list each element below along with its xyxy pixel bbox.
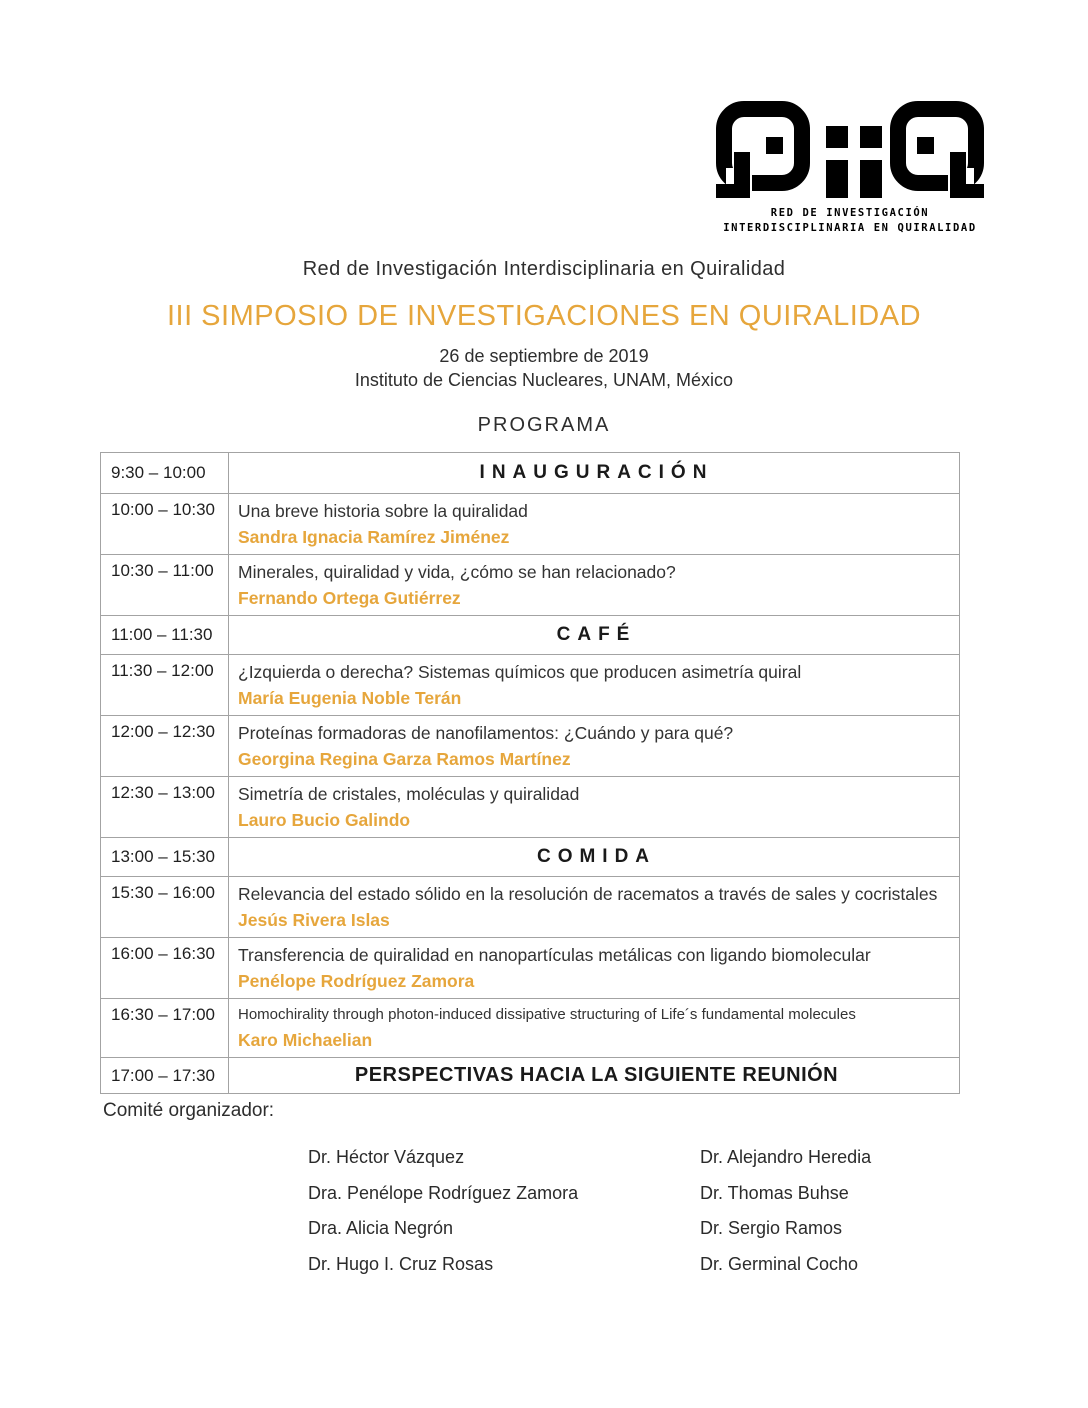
talk-title: Homochirality through photon-induced dissipative structuring of Life´s fundamental molecules [238,1006,856,1023]
committee-member: Dr. Alejandro Heredia [700,1147,872,1167]
talk-speaker: Karo Michaelian [238,1030,373,1050]
talk-speaker: Georgina Regina Garza Ramos Martínez [238,749,571,769]
time-cell: 9:30 – 10:00 [101,453,229,493]
session-label: CAFÉ [556,624,637,645]
committee-member: Dr. Hugo I. Cruz Rosas [308,1253,494,1274]
schedule-row-talk [101,999,959,1058]
page-title: III SIMPOSIO DE INVESTIGACIONES EN QUIRALIDAD [166,300,922,332]
time-cell: 10:30 – 11:00 [101,555,229,615]
time-cell: 15:30 – 16:00 [101,877,229,937]
network-name: Red de Investigación Interdisciplinaria en Quiralidad [302,258,786,280]
talk-title: Una breve historia sobre la quiralidad [238,501,528,521]
time-cell: 13:00 – 15:30 [101,838,229,876]
time-cell: 17:00 – 17:30 [101,1058,229,1093]
schedule-row-talk [101,555,959,616]
schedule-row-talk [101,877,959,938]
time-cell: 12:30 – 13:00 [101,777,229,837]
talk-speaker: Sandra Ignacia Ramírez Jiménez [238,527,510,547]
logo-block [712,100,988,236]
committee-heading: Comité organizador: [103,1100,275,1121]
time-cell: 12:00 – 12:30 [101,716,229,776]
time-cell: 16:00 – 16:30 [101,938,229,998]
schedule-row-talk [101,494,959,555]
committee-member: Dra. Alicia Negrón [308,1218,454,1238]
logo-caption-line1: RED DE INVESTIGACIÓN [770,207,930,219]
talk-speaker: Penélope Rodríguez Zamora [238,971,475,991]
event-venue: Instituto de Ciencias Nucleares, UNAM, México [354,370,734,390]
talk-title: ¿Izquierda o derecha? Sistemas químicos que producen asimetría quiral [238,662,802,682]
talk-speaker: María Eugenia Noble Terán [238,688,462,708]
schedule-table [100,452,960,1094]
logo-caption-line2: INTERDISCIPLINARIA EN QUIRALIDAD [723,222,977,234]
talk-title: Minerales, quiralidad y vida, ¿cómo se han relacionado? [238,562,676,582]
schedule-row-talk [101,777,959,838]
riiq-chirality-logo-icon [714,100,986,202]
schedule-row-cafe [101,616,959,655]
committee-member: Dr. Sergio Ramos [700,1218,843,1238]
time-cell: 11:30 – 12:00 [101,655,229,715]
committee-column-left [308,1140,700,1282]
schedule-row-talk [101,716,959,777]
schedule-row-comida [101,838,959,877]
logo-caption [712,206,988,236]
talk-speaker: Fernando Ortega Gutiérrez [238,588,461,608]
schedule-row-talk [101,655,959,716]
time-cell: 16:30 – 17:00 [101,999,229,1057]
talk-title: Simetría de cristales, moléculas y quiralidad [238,784,580,804]
talk-title: Proteínas formadoras de nanofilamentos: ¿Cuándo y para qué? [238,723,734,743]
committee-section [103,1100,963,1282]
schedule-row-perspectivas [101,1058,959,1094]
time-cell: 11:00 – 11:30 [101,616,229,654]
schedule-row-talk [101,938,959,999]
schedule-row-inauguracion [101,453,959,494]
program-label: PROGRAMA [477,414,611,436]
committee-column-right [700,1140,871,1282]
committee-member: Dr. Héctor Vázquez [308,1147,465,1167]
talk-title: Transferencia de quiralidad en nanopartículas metálicas con ligando biomolecular [238,945,871,965]
talk-speaker: Jesús Rivera Islas [238,910,390,930]
session-label: PERSPECTIVAS HACIA LA SIGUIENTE REUNIÓN [354,1064,839,1086]
talk-speaker: Lauro Bucio Galindo [238,810,411,830]
talk-title: Relevancia del estado sólido en la resolución de racematos a través de sales y cocristales [238,884,938,904]
session-label: INAUGURACIÓN [479,462,714,483]
time-cell: 10:00 – 10:30 [101,494,229,554]
event-date: 26 de septiembre de 2019 [439,346,649,366]
committee-member: Dr. Germinal Cocho [700,1253,859,1274]
committee-member: Dra. Penélope Rodríguez Zamora [308,1182,579,1203]
session-label: COMIDA [536,846,657,867]
committee-member: Dr. Thomas Buhse [700,1182,849,1203]
